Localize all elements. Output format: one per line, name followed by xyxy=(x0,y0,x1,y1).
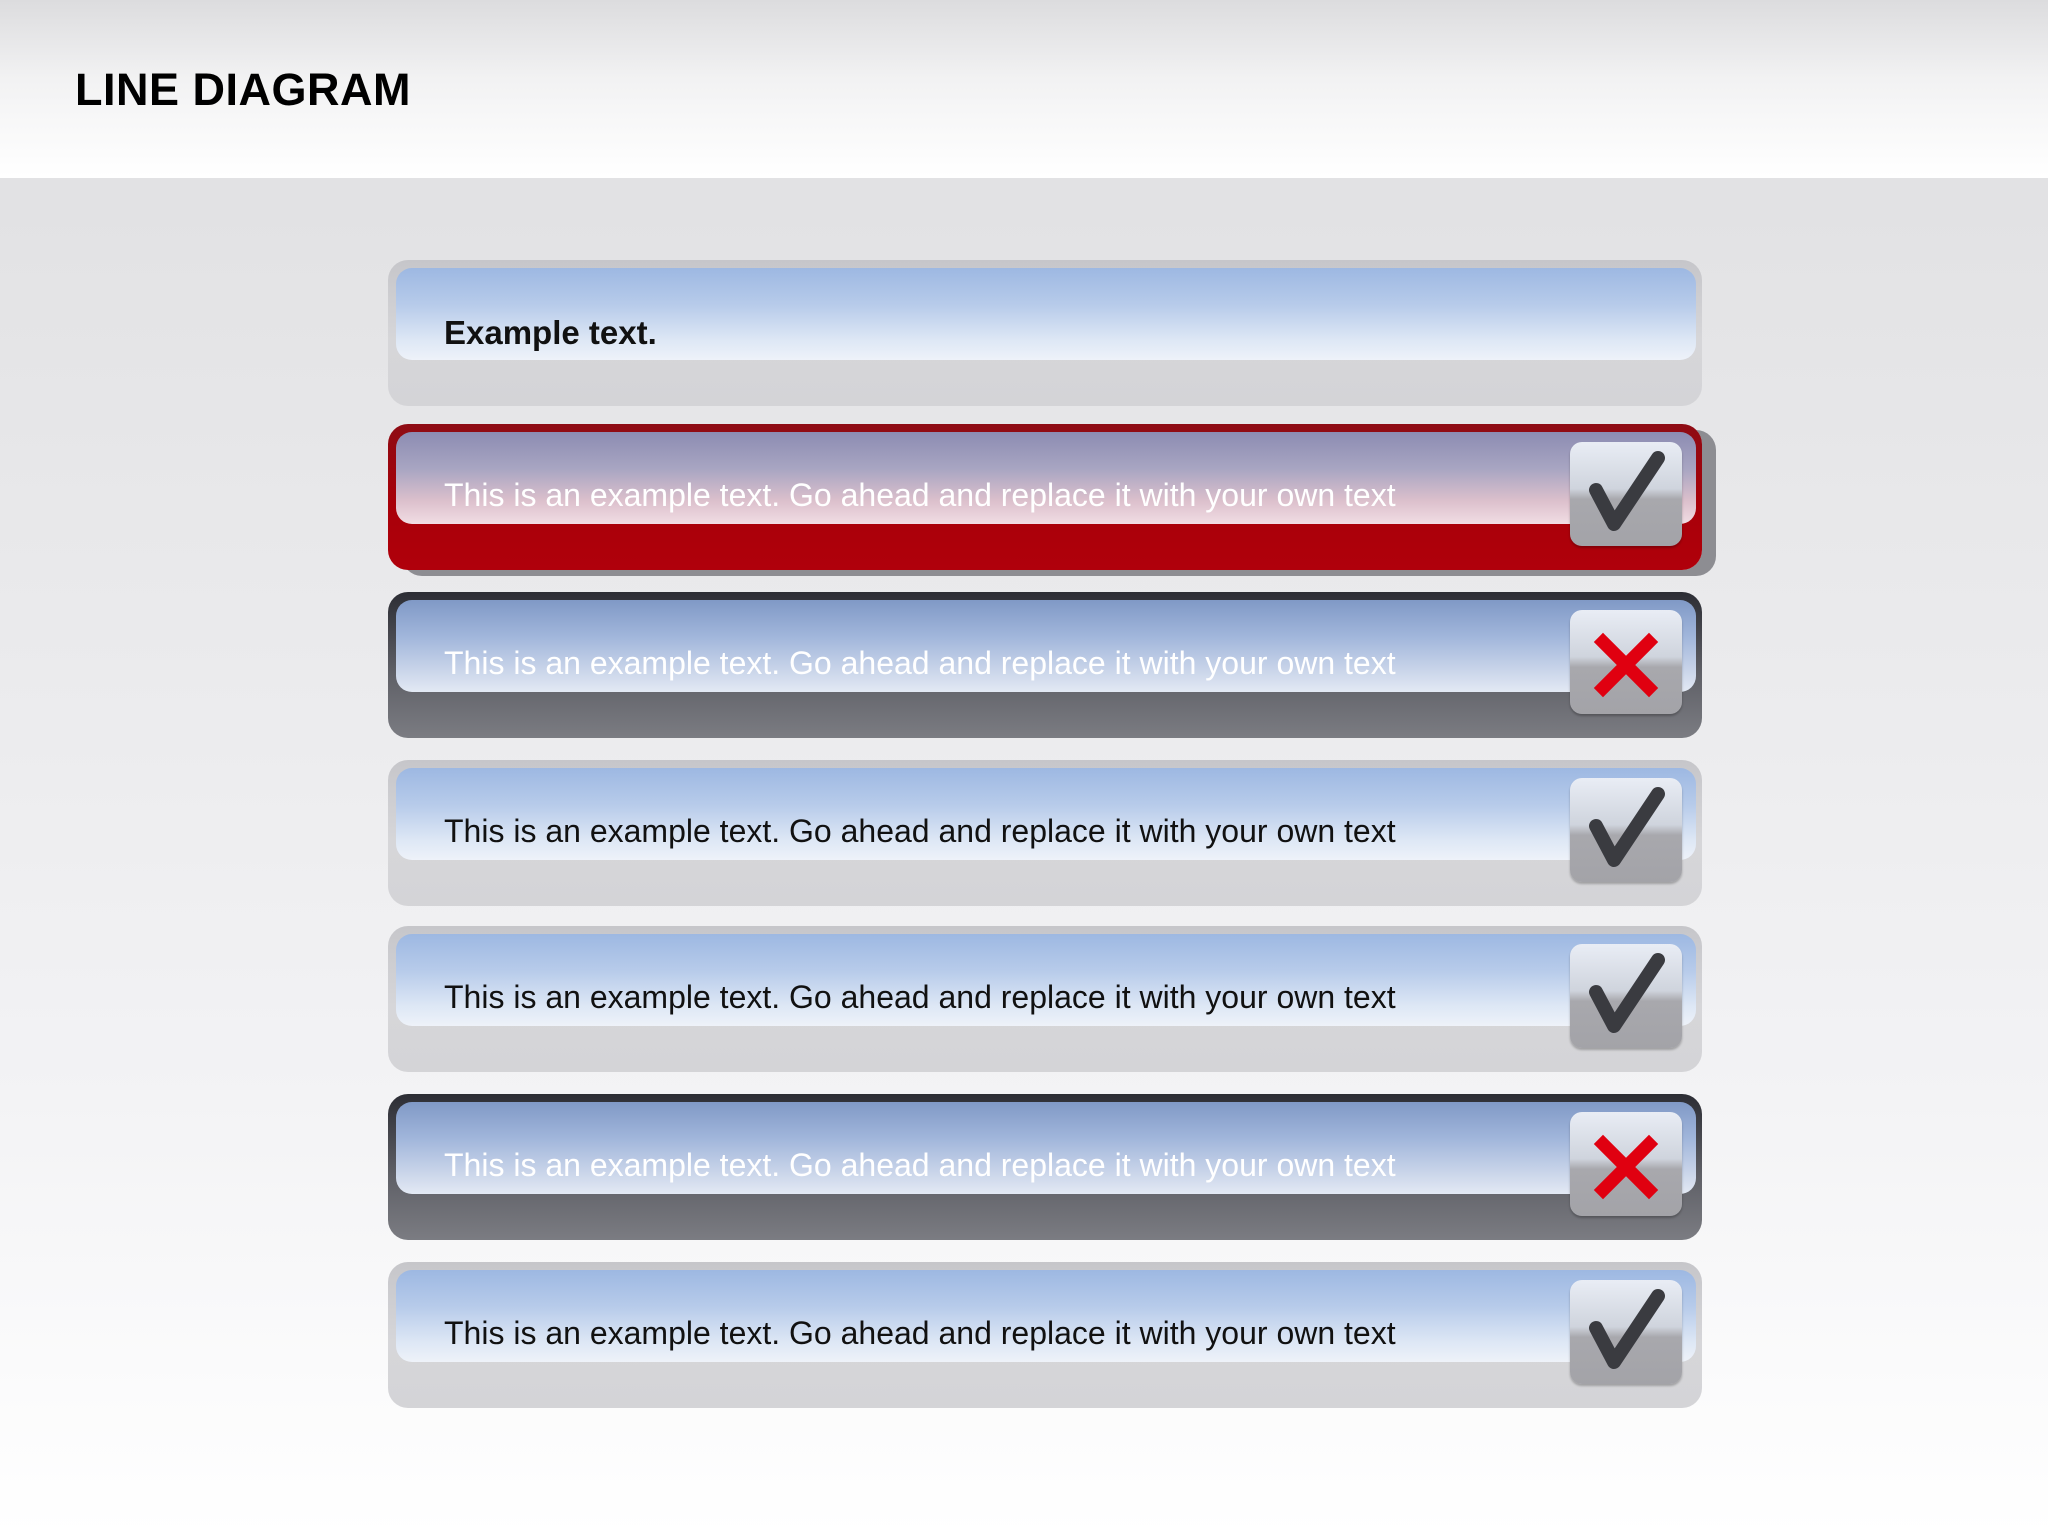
row-text: This is an example text. Go ahead and replace it with your own text xyxy=(444,1147,1396,1183)
diagram-row-4 xyxy=(388,926,1702,1072)
status-box xyxy=(1570,610,1682,714)
checkmark-icon xyxy=(1570,1280,1682,1384)
status-box xyxy=(1570,778,1682,882)
checkmark-icon xyxy=(1570,944,1682,1048)
diagram-row-5 xyxy=(388,1094,1702,1240)
diagram-row-header xyxy=(388,260,1702,406)
checkmark-icon xyxy=(1570,442,1682,546)
diagram-row-6 xyxy=(388,1262,1702,1408)
page-title: LINE DIAGRAM xyxy=(75,64,411,115)
diagram-row-2 xyxy=(388,592,1702,738)
status-box xyxy=(1570,442,1682,546)
slide-header xyxy=(0,0,2048,178)
cross-icon xyxy=(1570,1112,1682,1216)
status-box xyxy=(1570,944,1682,1048)
row-text: This is an example text. Go ahead and replace it with your own text xyxy=(444,979,1396,1015)
row-text: This is an example text. Go ahead and replace it with your own text xyxy=(444,477,1396,513)
diagram-row-3 xyxy=(388,760,1702,906)
status-box xyxy=(1570,1112,1682,1216)
row-text: This is an example text. Go ahead and replace it with your own text xyxy=(444,1315,1396,1351)
row-text: This is an example text. Go ahead and replace it with your own text xyxy=(444,645,1396,681)
row-text: Example text. xyxy=(444,314,657,351)
diagram-row-1 xyxy=(388,424,1702,570)
row-text: This is an example text. Go ahead and replace it with your own text xyxy=(444,813,1396,849)
cross-icon xyxy=(1570,610,1682,714)
status-box xyxy=(1570,1280,1682,1384)
checkmark-icon xyxy=(1570,778,1682,882)
